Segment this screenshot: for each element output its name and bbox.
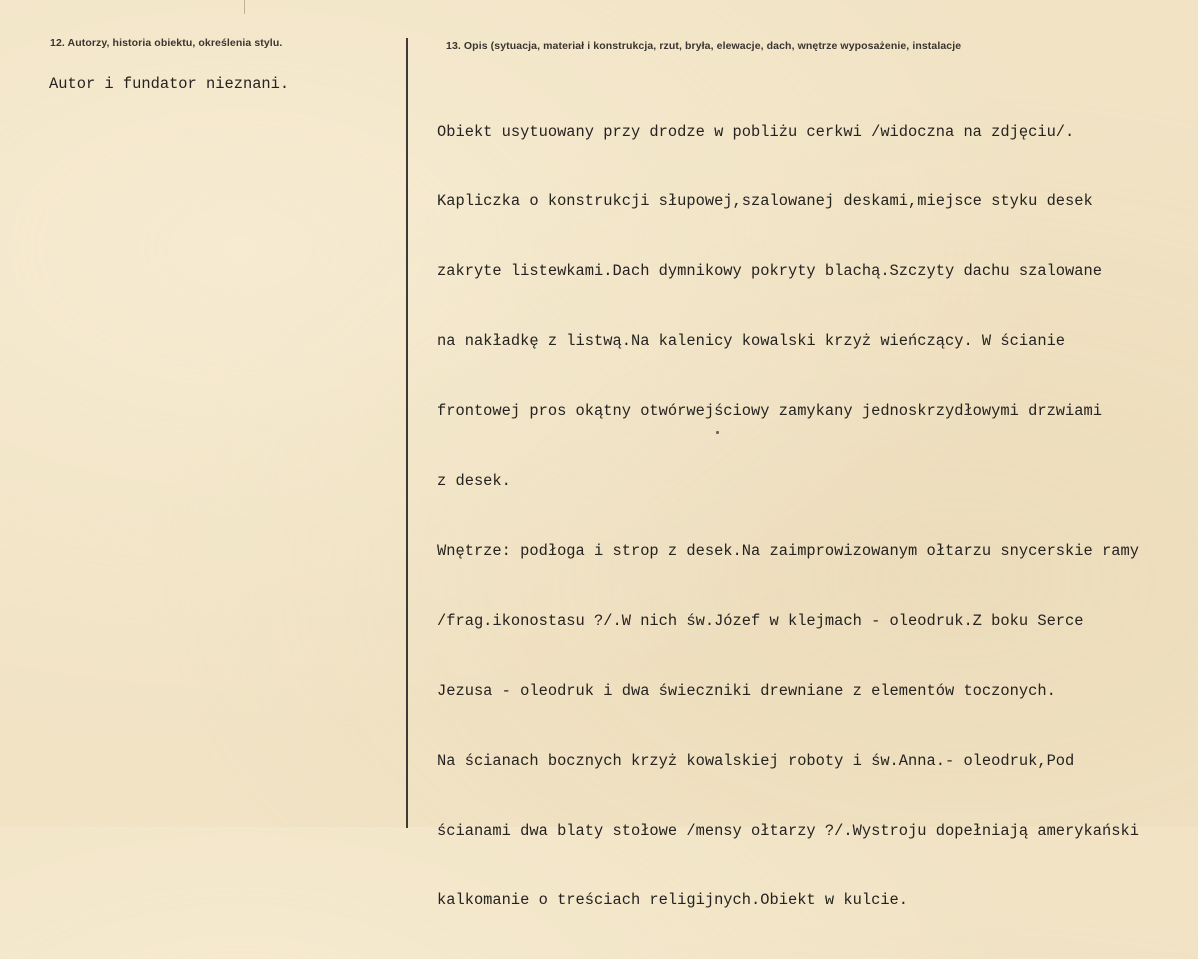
field-13-heading: 13. Opis (sytuacja, materiał i konstrukcja, rzut, bryła, elewacje, dach, wnętrze wyposażenie, instalacje [446,40,962,52]
description-line: /frag.ikonostasu ?/.W nich św.Józef w klejmach - oleodruk.Z boku Serce [437,611,1084,630]
description-line: Kapliczka o konstrukcji słupowej,szalowanej deskami,miejsce styku desek [437,192,1093,211]
description-line: z desek. [437,472,511,491]
description-line: Jezusa - oleodruk i dwa świeczniki drewniane z elementów toczonych. [437,681,1056,700]
field-13-text [437,74,1139,959]
top-edge-mark [244,0,245,14]
description-line: na nakładkę z listwą.Na kalenicy kowalski krzyż wieńczący. W ścianie [437,332,1066,351]
description-line: frontowej pros okątny otwórwejściowy zamykany jednoskrzydłowymi drzwiami [437,402,1102,421]
description-line: zakryte listewkami.Dach dymnikowy pokryty blachą.Szczyty dachu szalowane [437,262,1102,281]
paper-speck [716,431,719,434]
description-line: Wnętrze: podłoga i strop z desek.Na zaimprowizowanym ołtarzu snycerskie ramy [437,541,1139,560]
description-line: kalkomanie o treściach religijnych.Obiekt w kulcie. [437,891,909,910]
description-line: Obiekt usytuowany przy drodze w pobliżu cerkwi /widoczna na zdjęciu/. [437,122,1075,141]
field-12-text: Autor i fundator nieznani. [49,75,290,93]
column-divider [406,38,408,828]
description-line: ścianami dwa blaty stołowe /mensy ołtarzy ?/.Wystroju dopełniają amerykański [437,821,1139,840]
field-12-heading: 12. Autorzy, historia obiektu, określenia stylu. [50,37,283,49]
description-line: Na ścianach bocznych krzyż kowalskiej roboty i św.Anna.- oleodruk,Pod [437,751,1075,770]
